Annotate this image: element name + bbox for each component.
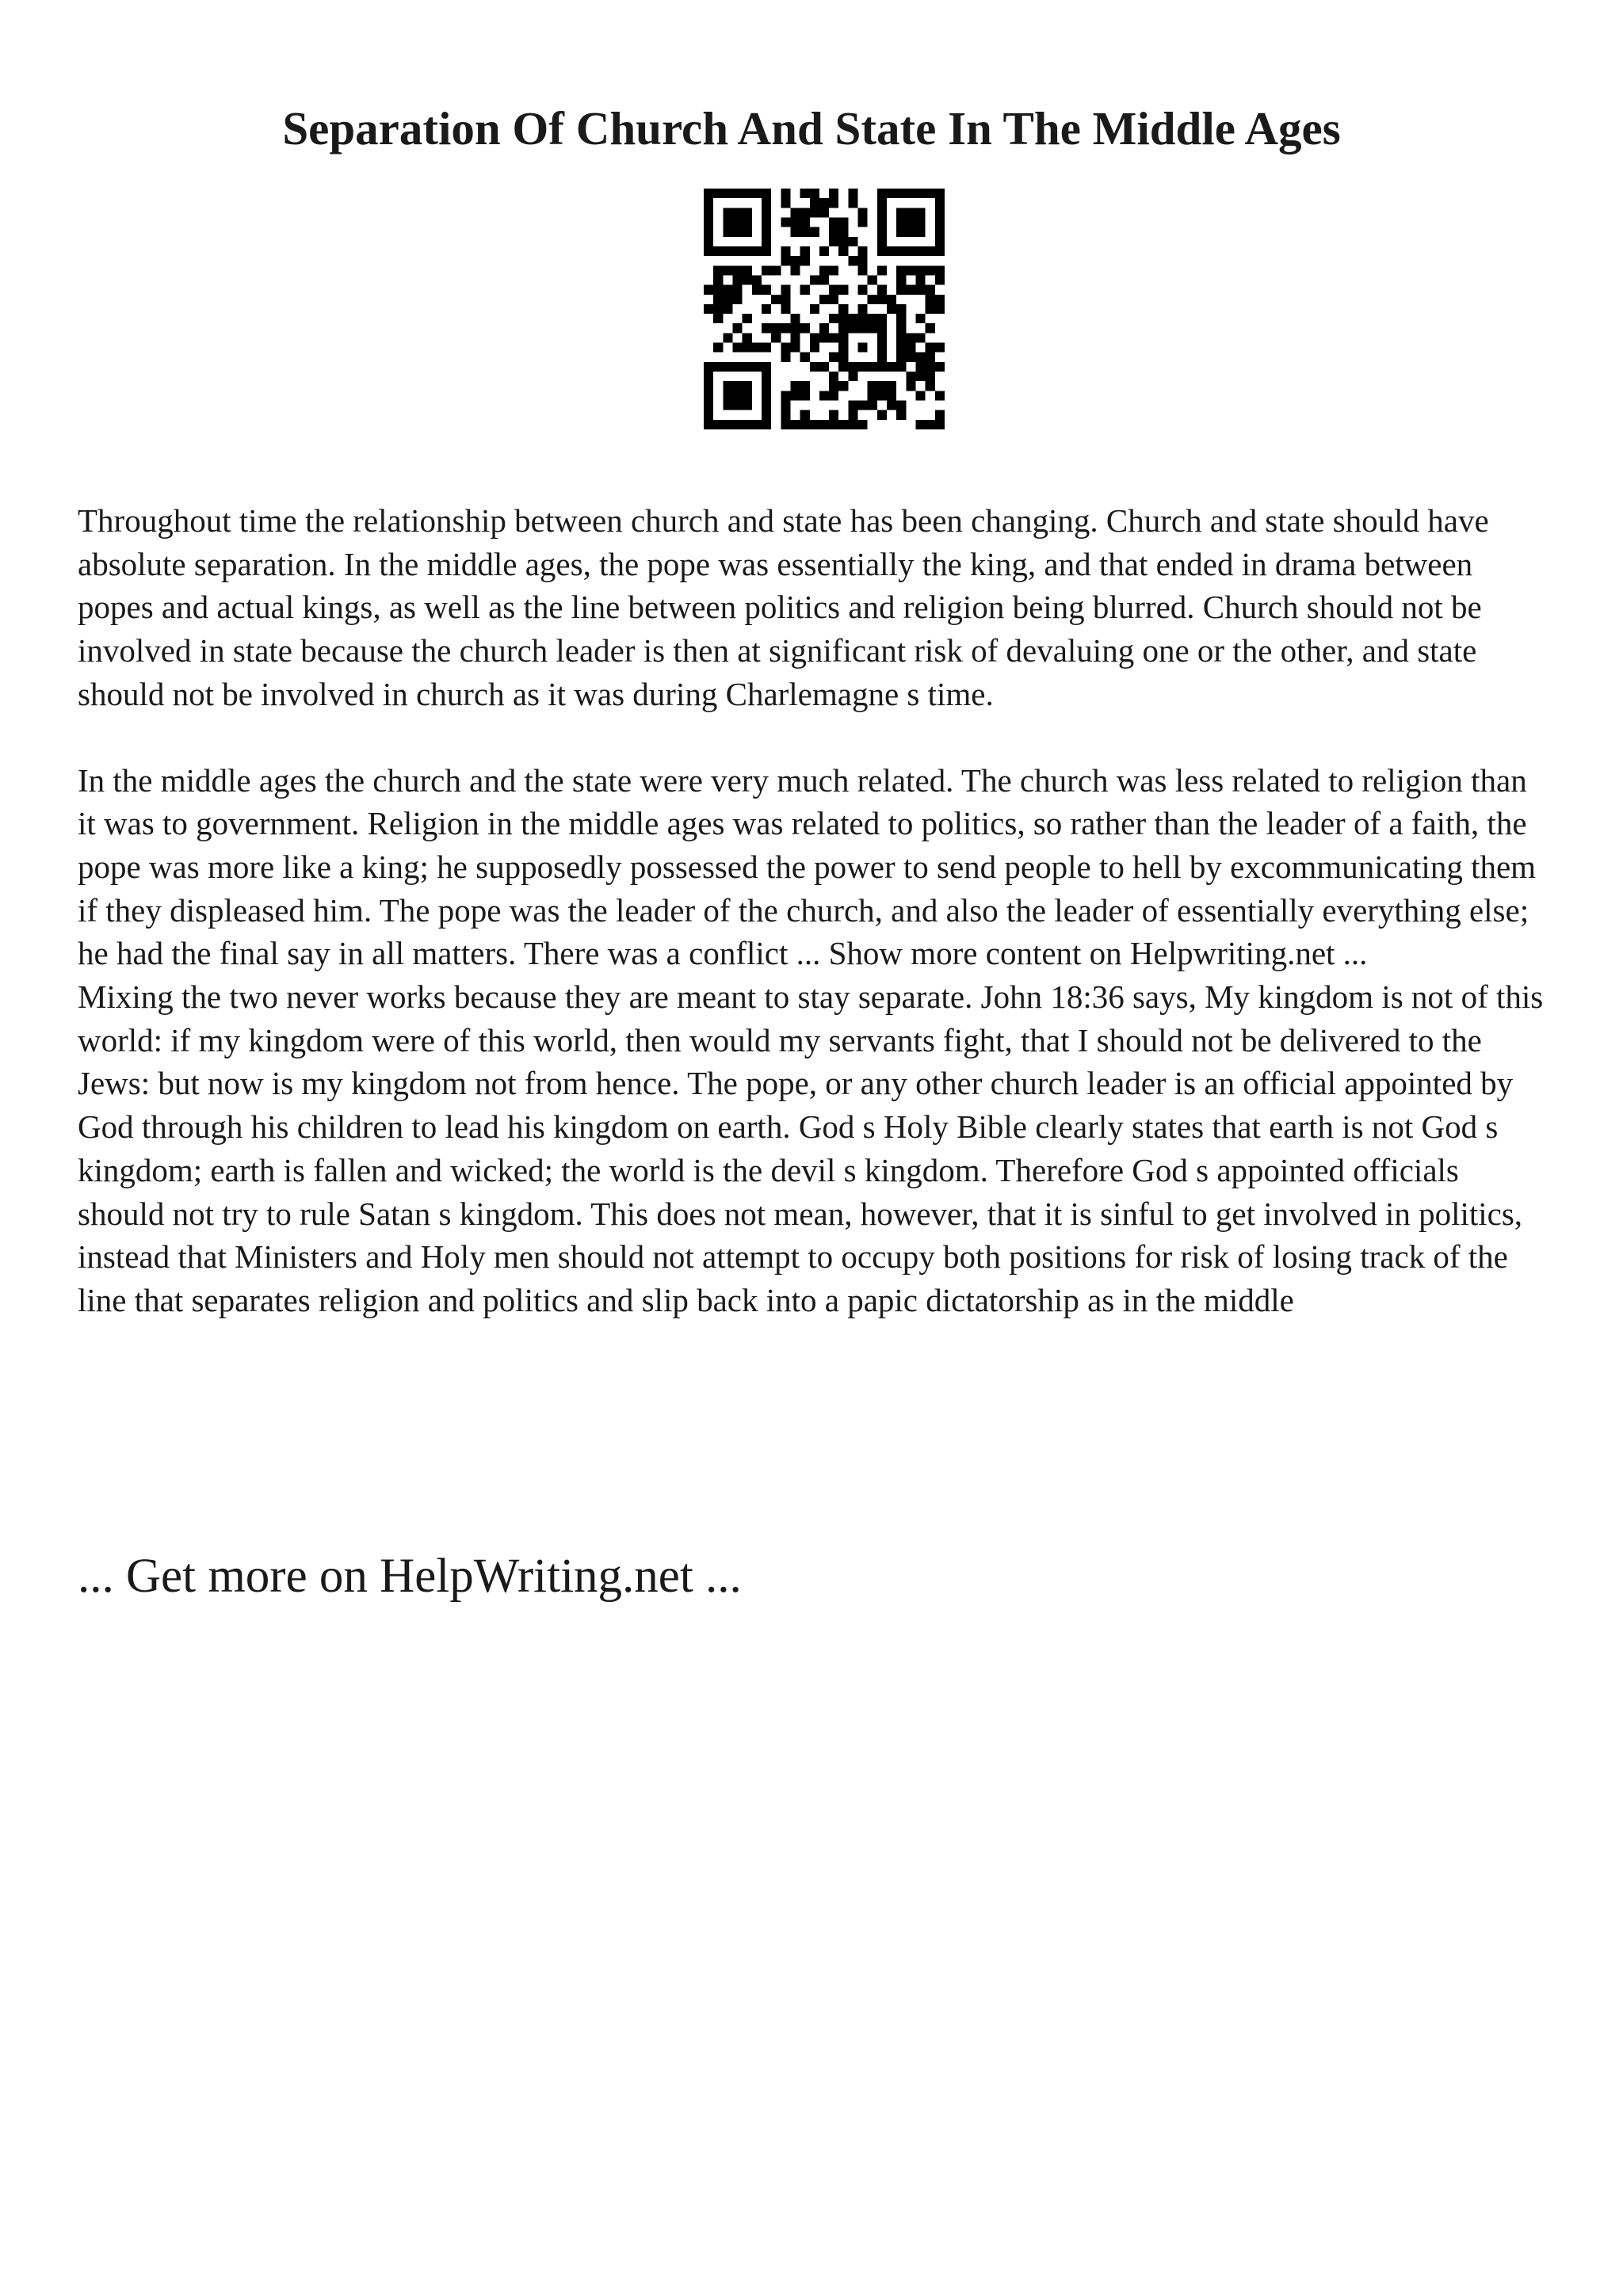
article-body bbox=[78, 499, 1552, 1322]
document-title: Separation Of Church And State In The Middle Ages bbox=[282, 102, 1341, 154]
paragraph: Throughout time the relationship between church and state has been changing. Church and state should have absolute separation. In the middle ages, the pope was essentially the king, and that ended in drama between popes and actual kings, as well as the line between politics and religion being blurred. Church should not be involved in state because the church leader is then at significant risk of devaluing one or the other, and state should not be involved in church as it was during Charlemagne s time. bbox=[78, 502, 1489, 712]
qr-code-icon[interactable] bbox=[704, 189, 945, 429]
paragraph: Mixing the two never works because they are meant to stay separate. John 18:36 says, My kingdom is not of this world: if my kingdom were of this world, then would my servants fight, that I should not be delivered to the Jews: but now is my kingdom not from hence. The pope, or any other church leader is an official appointed by God through his children to lead his kingdom on earth. God s Holy Bible clearly states that earth is not God s kingdom; earth is fallen and wicked; the world is the devil s kingdom. Therefore God s appointed officials should not try to rule Satan s kingdom. This does not mean, however, that it is sinful to get involved in politics, instead that Ministers and Holy men should not attempt to occupy both positions for risk of losing track of the line that separates religion and politics and slip back into a papic dictatorship as in the middle bbox=[78, 978, 1544, 1318]
get-more-link[interactable]: ... Get more on HelpWriting.net ... bbox=[78, 1550, 742, 1603]
paragraph: In the middle ages the church and the state were very much related. The church was less related to religion than it was to government. Religion in the middle ages was related to politics, so rather than the leader of a faith, the pope was more like a king; he supposedly possessed the power to send people to hell by excommunicating them if they displeased him. The pope was the leader of the church, and also the leader of essentially everything else; he had the final say in all matters. There was a conflict ... Show more content on Helpwriting.net ... bbox=[78, 761, 1537, 972]
